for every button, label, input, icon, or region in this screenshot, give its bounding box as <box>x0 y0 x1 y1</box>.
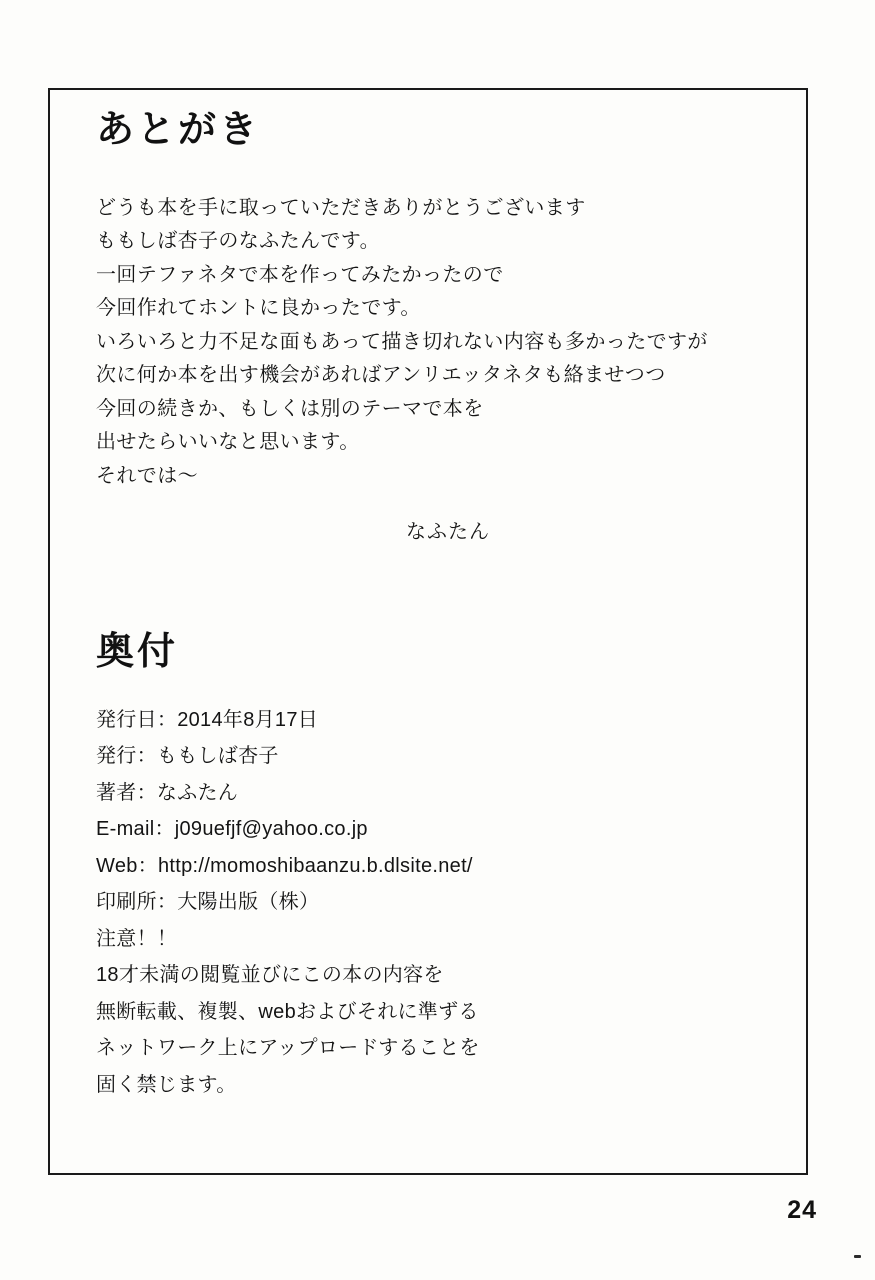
colophon-line: 固く禁じます。 <box>96 1073 237 1096</box>
page-number: 24 <box>787 1196 817 1224</box>
afterword-line: それでは～ <box>96 464 198 487</box>
afterword-section <box>96 108 786 544</box>
colophon-body <box>96 702 786 1104</box>
content-frame <box>48 88 808 1175</box>
afterword-line: どうも本を手に取っていただきありがとうございます <box>96 196 586 219</box>
colophon-line-warning: 注意！！ <box>96 927 178 950</box>
colophon-line: 無断転載、複製、webおよびそれに準ずる <box>96 1000 479 1023</box>
afterword-line: 今回の続きか、もしくは別のテーマで本を <box>96 397 484 420</box>
colophon-section <box>96 630 786 1103</box>
afterword-line: 今回作れてホントに良かったです。 <box>96 297 421 320</box>
colophon-line-web: Web：http://momoshibaanzu.b.dlsite.net/ <box>96 854 473 877</box>
afterword-line: 一回テファネタで本を作ってみたかったので <box>96 263 504 286</box>
afterword-line: 次に何か本を出す機会があればアンリエッタネタも絡ませつつ <box>96 364 666 387</box>
afterword-line: いろいろと力不足な面もあって描き切れない内容も多かったですが <box>96 330 708 353</box>
colophon-line: 印刷所：大陽出版（株） <box>96 891 320 914</box>
edge-mark <box>854 1255 861 1258</box>
colophon-line: 発行：ももしば杏子 <box>96 745 279 768</box>
afterword-signature: なふたん <box>406 521 490 544</box>
colophon-line: ネットワーク上にアップロードすることを <box>96 1037 480 1060</box>
afterword-heading: あとがき <box>96 109 261 151</box>
afterword-line: ももしば杏子のなふたんです。 <box>96 230 380 253</box>
colophon-line: 著者：なふたん <box>96 781 239 804</box>
colophon-heading: 奥付 <box>96 631 179 673</box>
colophon-line-email: E-mail：j09uefjf@yahoo.co.jp <box>96 818 368 841</box>
colophon-line: 18才未満の閲覧並びにこの本の内容を <box>96 964 444 987</box>
colophon-line: 発行日：2014年8月17日 <box>96 708 319 731</box>
afterword-body <box>96 192 786 494</box>
afterword-line: 出せたらいいなと思います。 <box>96 431 360 454</box>
